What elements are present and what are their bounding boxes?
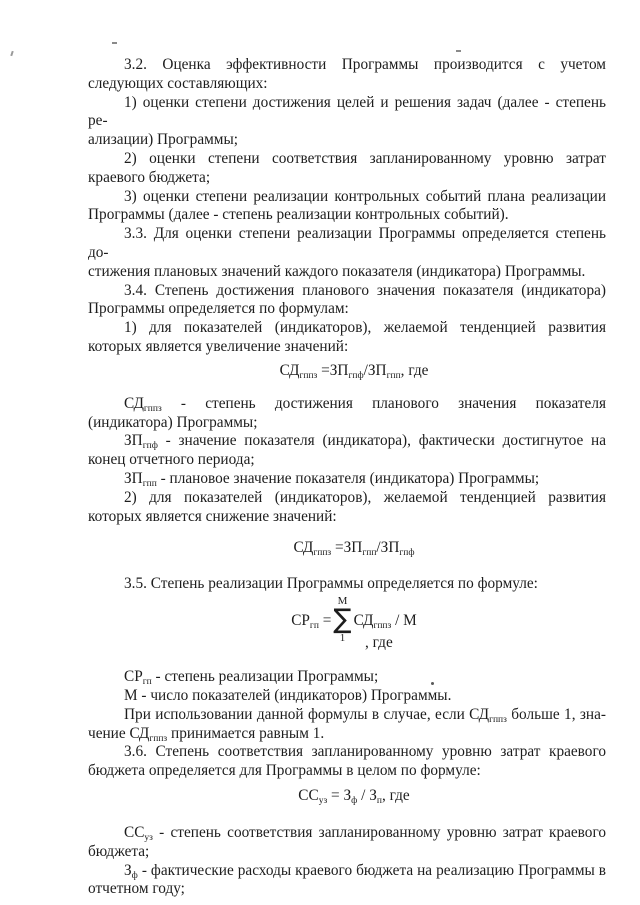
text-line xyxy=(88,319,606,338)
text-line xyxy=(88,575,606,594)
text-run: Программы определяется по формулам: xyxy=(88,300,349,318)
text-line xyxy=(88,743,606,762)
text-run: ЗП xyxy=(124,469,143,487)
text-line xyxy=(88,169,606,188)
text-run: которых является увеличение значений: xyxy=(88,337,349,355)
text-run: 1) оценки степени достижения целей и решения задач (далее - степень ре- xyxy=(88,93,606,130)
text-run: = xyxy=(317,361,330,379)
text-run: / xyxy=(363,361,368,379)
sum-upper-limit: М xyxy=(337,595,348,608)
text-run: 3.6. Степень соответствия запланированному уровню затрат краевого xyxy=(124,743,606,761)
text-run: З xyxy=(124,861,132,879)
text-line xyxy=(88,56,606,75)
text-line xyxy=(88,668,606,687)
text-run: 3.4. Степень достижения планового значения показателя (индикатора) xyxy=(124,281,606,299)
text-line xyxy=(88,725,606,744)
text-line xyxy=(88,451,606,470)
text-line xyxy=(88,880,606,899)
subscript: гппз xyxy=(313,548,332,559)
subscript: гпф xyxy=(348,370,364,381)
text-line xyxy=(88,338,606,357)
text-run: принимается равным 1. xyxy=(167,724,325,742)
formula-where-label xyxy=(365,633,393,652)
subscript: гппз xyxy=(489,714,507,725)
text-line xyxy=(88,75,606,94)
text-run: отчетном году; xyxy=(88,880,185,898)
text-run: 3.2. Оценка эффективности Программы производится с учетом xyxy=(124,56,606,73)
text-run: краевого бюджета; xyxy=(88,168,211,186)
subscript: ф xyxy=(351,795,358,806)
formula-degree-achievement-increase xyxy=(88,361,606,380)
text-run: 3.5. Степень реализации Программы определяется по формуле: xyxy=(124,575,538,593)
text-run: - степень соответствия запланированному уровню затрат краевого xyxy=(152,823,606,841)
formula-cost-level-correspondence xyxy=(88,786,606,805)
text-run: - плановое значение показателя (индикатора) Программы; xyxy=(156,469,540,487)
text-line xyxy=(88,150,606,169)
text-run: СД xyxy=(353,611,374,629)
subscript: гппз xyxy=(299,370,318,381)
subscript: гпп xyxy=(386,370,401,381)
text-run: (индикатора) Программы; xyxy=(88,413,258,431)
text-run: - значение показателя (индикатора), фактически достигнутое на xyxy=(157,432,606,450)
text-line xyxy=(88,762,606,781)
text-run: СР xyxy=(291,611,310,629)
subscript: уз xyxy=(318,795,328,806)
subscript: гп xyxy=(142,677,152,688)
text-run: стижения плановых значений каждого показателя (индикатора) Программы. xyxy=(88,262,586,280)
document-body xyxy=(88,56,606,899)
text-line xyxy=(88,470,606,489)
text-run: 3) оценки степени реализации контрольных событий плана реализации xyxy=(124,187,606,205)
text-run: ЗП xyxy=(380,539,400,557)
text-run: При использовании данной формулы в случае, если СД xyxy=(124,705,490,723)
text-run: СС xyxy=(124,823,145,841)
scan-speck xyxy=(112,42,117,44)
text-run: - фактические расходы краевого бюджета на реализацию Программы в xyxy=(137,861,606,879)
formula-rhs xyxy=(354,611,417,630)
sigma-sum-icon: ∑ xyxy=(333,604,352,636)
text-run: СР xyxy=(124,668,143,686)
text-run: ЗП xyxy=(343,539,363,557)
text-line xyxy=(88,206,606,225)
text-run: больше 1, зна- xyxy=(506,705,607,723)
text-run: СД xyxy=(293,539,314,557)
text-run: , где xyxy=(381,786,410,804)
text-run: СС xyxy=(298,786,319,804)
text-run: / З xyxy=(357,786,377,804)
text-run: = З xyxy=(327,786,352,804)
text-line xyxy=(88,282,606,301)
text-line xyxy=(88,131,606,150)
text-line xyxy=(88,395,606,414)
formula-degree-achievement-decrease xyxy=(88,538,606,557)
text-run: конец отчетного периода; xyxy=(88,451,255,469)
text-line xyxy=(88,263,606,282)
subscript: ф xyxy=(131,870,138,881)
text-run: Программы (далее - степень реализации контрольных событий). xyxy=(88,206,509,224)
subscript: гппз xyxy=(149,733,168,744)
text-run: - степень реализации Программы; xyxy=(151,668,379,686)
text-run: М - число показателей (индикаторов) Программы. xyxy=(124,686,452,704)
scan-speck xyxy=(456,50,461,52)
text-line xyxy=(88,862,606,881)
subscript: гпф xyxy=(142,441,158,452)
formula-program-realization-degree xyxy=(88,595,606,652)
text-line xyxy=(88,414,606,433)
subscript: уз xyxy=(144,832,153,843)
sum-formula-row xyxy=(291,596,417,644)
text-line xyxy=(88,489,606,508)
text-run: 2) оценки степени соответствия запланированному уровню затрат xyxy=(124,149,606,167)
formula-lhs xyxy=(291,611,331,630)
text-run: , где xyxy=(400,361,429,379)
subscript: гппз xyxy=(373,620,392,631)
text-run: / М xyxy=(391,611,417,629)
text-run: ЗП xyxy=(367,361,387,379)
text-run: чение СД xyxy=(88,724,150,742)
sum-lower-limit: 1 xyxy=(339,632,346,645)
sigma-stack xyxy=(333,596,351,644)
text-run: бюджета; xyxy=(88,842,150,860)
subscript: п xyxy=(376,795,382,806)
subscript: гпф xyxy=(399,548,415,559)
text-run: 3.3. Для оценки степени реализации Программы определяется степень до- xyxy=(88,225,606,261)
subscript: гпп xyxy=(362,548,377,559)
text-line xyxy=(88,706,606,725)
text-run: - степень достижения планового значения показателя xyxy=(161,394,606,412)
text-line xyxy=(88,225,606,263)
text-run: ЗП xyxy=(124,432,143,450)
text-line xyxy=(88,300,606,319)
text-run: ЗП xyxy=(329,361,349,379)
text-line xyxy=(88,824,606,843)
text-run: = xyxy=(318,611,332,629)
text-run: которых является снижение значений: xyxy=(88,507,337,525)
text-line xyxy=(88,94,606,132)
text-run: = xyxy=(331,539,344,557)
text-line xyxy=(88,508,606,527)
text-run: бюджета определяется для Программы в целом по формуле: xyxy=(88,762,481,780)
subscript: гп xyxy=(309,620,319,631)
subscript: гппз xyxy=(143,403,162,414)
text-run: ализации) Программы; xyxy=(88,131,238,149)
text-run: СД xyxy=(279,361,300,379)
text-run: СД xyxy=(124,394,144,412)
text-run: следующих составляющих: xyxy=(88,74,268,92)
text-run: , где xyxy=(365,634,393,652)
text-run: 1) для показателей (индикаторов), желаемой тенденцией развития xyxy=(124,319,606,337)
scan-speck xyxy=(431,682,434,685)
text-run: / xyxy=(376,539,381,557)
text-run: 2) для показателей (индикаторов), желаемой тенденцией развития xyxy=(124,488,606,506)
text-line xyxy=(88,843,606,862)
subscript: гпп xyxy=(142,478,157,489)
text-line xyxy=(88,188,606,207)
text-line xyxy=(88,432,606,451)
text-line xyxy=(88,687,606,706)
